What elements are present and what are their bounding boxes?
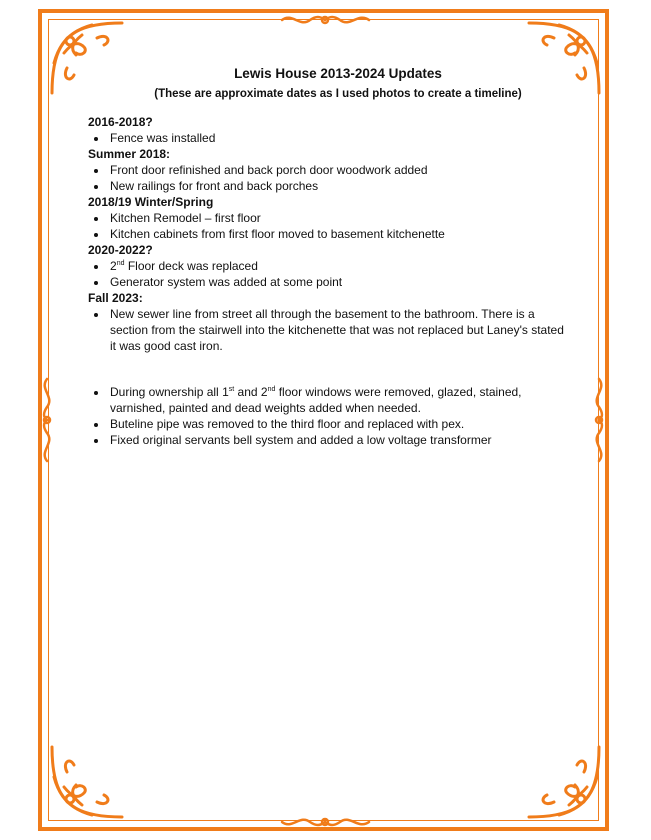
list-item (108, 258, 568, 274)
list-item-text: During ownership all (110, 385, 223, 399)
ordinal-number: 1 (222, 385, 229, 399)
ordinal-suffix: nd (267, 386, 276, 393)
spacer (88, 354, 568, 384)
left-middle-ornament (36, 375, 58, 465)
list-item-text: and (234, 385, 261, 399)
section-list (88, 210, 568, 242)
ordinal-suffix: nd (116, 260, 125, 267)
list-item-text: Floor deck was replaced (127, 259, 258, 273)
bottom-center-ornament (278, 812, 373, 832)
section-list (88, 306, 568, 354)
list-item: • Kitchen Remodel – first floor (108, 210, 568, 226)
ordinal-number: 2 (110, 259, 117, 273)
document-subtitle: (These are approximate dates as I used photos to create a timeline) (154, 88, 522, 100)
list-item-text: floor windows were removed, glazed, stained, varnished, painted and dead weights added when needed. (110, 385, 522, 415)
list-item: • New railings for front and back porches (108, 178, 568, 194)
list-item: • Buteline pipe was removed to the third floor and replaced with pex. (108, 416, 568, 432)
list-item: • Fixed original servants bell system and added a low voltage transformer (108, 432, 568, 448)
section-heading: 2016-2018? (88, 115, 153, 129)
top-center-ornament (278, 10, 373, 30)
document-title: Lewis House 2013-2024 Updates (234, 66, 442, 81)
list-item: • Fence was installed (108, 130, 568, 146)
ordinal-suffix: st (228, 386, 235, 393)
document-body (88, 66, 568, 448)
section-list (88, 162, 568, 194)
extra-list (88, 384, 568, 448)
list-item: • Generator system was added at some point (108, 274, 568, 290)
ordinal-number: 2 (260, 385, 268, 399)
list-item (108, 384, 568, 416)
list-item: • Front door refinished and back porch door woodwork added (108, 162, 568, 178)
list-item: • New sewer line from street all through the basement to the bathroom. There is a section from the stairwell into the kitchenette that was not replaced but Laney's stated it was good cast iron. (108, 306, 568, 354)
section-heading: Fall 2023: (88, 291, 143, 305)
section-list (88, 130, 568, 146)
corner-ornament-bottom-right (519, 737, 609, 827)
corner-ornament-bottom-left (42, 737, 132, 827)
right-middle-ornament (588, 375, 610, 465)
section-list (88, 258, 568, 290)
section-heading: 2020-2022? (88, 243, 153, 257)
list-item: • Kitchen cabinets from first floor moved to basement kitchenette (108, 226, 568, 242)
section-heading: 2018/19 Winter/Spring (88, 195, 214, 209)
section-heading: Summer 2018: (88, 147, 171, 161)
